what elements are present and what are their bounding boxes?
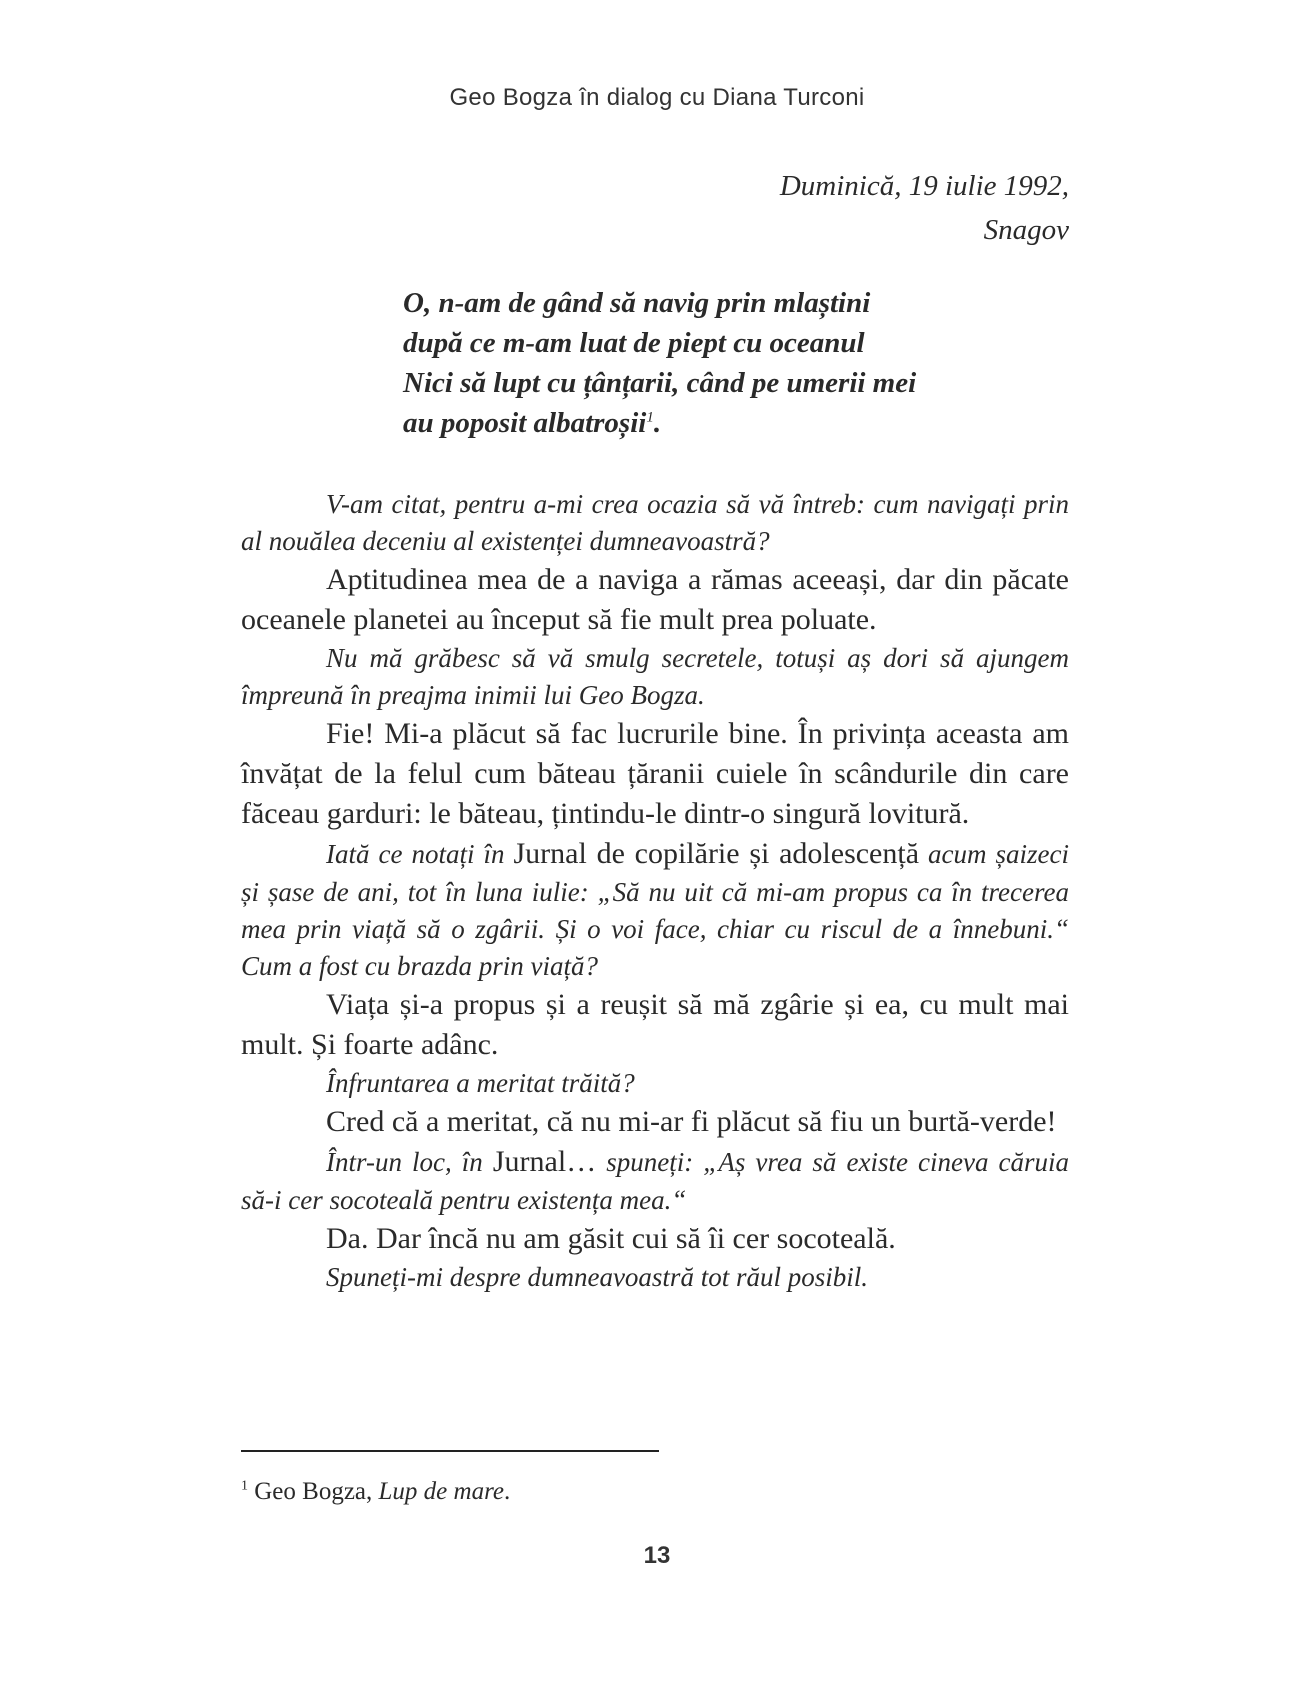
page-number: 13 bbox=[643, 1542, 671, 1569]
interview-body bbox=[241, 486, 1069, 1296]
interviewer-question bbox=[241, 1142, 1069, 1219]
book-title: Jurnal de copilărie și adolescență bbox=[513, 837, 920, 870]
book-title: Jurnal… bbox=[492, 1145, 597, 1178]
bogza-answer: Viața și-a propus și a reușit să mă zgârie și ea, cu mult mai mult. Și foarte adânc. bbox=[241, 988, 1069, 1061]
footnote-number: 1 bbox=[241, 1478, 248, 1494]
epigraph-line: au poposit albatroșii bbox=[403, 407, 647, 439]
bogza-answer: Da. Dar încă nu am găsit cui să îi cer socoteală. bbox=[326, 1222, 896, 1255]
running-title: Geo Bogza în dialog cu Diana Turconi bbox=[449, 84, 865, 111]
footnote-divider bbox=[241, 1450, 659, 1452]
footnote bbox=[241, 1478, 510, 1506]
epigraph-line: după ce m-am luat de piept cu oceanul bbox=[403, 327, 865, 359]
question-text: spuneți: „Aș vrea să existe cineva căruia să-i cer socoteală pentru existența mea.“ bbox=[241, 1147, 1070, 1215]
footnote-end: . bbox=[503, 1478, 511, 1505]
dateline bbox=[780, 164, 1069, 252]
dateline-date: Duminică, 19 iulie 1992, bbox=[779, 170, 1069, 202]
question-text: Iată ce notați în bbox=[326, 839, 514, 869]
bogza-answer: Aptitudinea mea de a naviga a rămas aceeași, dar din păcate oceanele planetei au început să fie mult prea poluate. bbox=[241, 563, 1069, 636]
interviewer-question: Înfruntarea a meritat trăită? bbox=[326, 1068, 635, 1098]
footnote-author: Geo Bogza, bbox=[254, 1478, 379, 1505]
interviewer-question bbox=[241, 834, 1069, 985]
epigraph bbox=[403, 283, 916, 443]
epigraph-line: O, n-am de gând să navig prin mlaștini bbox=[403, 287, 871, 319]
epigraph-line-last bbox=[403, 403, 916, 443]
footnote-title: Lup de mare bbox=[378, 1478, 504, 1505]
epigraph-end-punct: . bbox=[653, 407, 662, 439]
dateline-place: Snagov bbox=[983, 214, 1069, 246]
interviewer-question: V-am citat, pentru a-mi crea ocazia să vă întreb: cum navigați prin al nouălea deceniu al existenței dumneavoastră? bbox=[241, 489, 1069, 556]
question-text: acum șaizeci și șase de ani, tot în luna iulie: „Să nu uit că mi-am propus ca în trecerea mea prin viață să o zgârii. Și o voi face, chiar cu riscul de a înnebuni.“ Cum a fost cu brazda prin viață? bbox=[241, 839, 1070, 981]
bogza-answer: Fie! Mi-a plăcut să fac lucrurile bine. În privința aceasta am învățat de la felul cum băteau țăranii cuiele în scândurile din care făceau garduri: le băteau, țintindu-le dintr-o singură lovitură. bbox=[241, 717, 1069, 830]
interviewer-question: Spuneți-mi despre dumneavoastră tot răul posibil. bbox=[326, 1262, 868, 1292]
epigraph-line: Nici să lupt cu țânțarii, când pe umerii mei bbox=[403, 367, 917, 399]
interviewer-question: Nu mă grăbesc să vă smulg secretele, totuși aș dori să ajungem împreună în preajma inimii lui Geo Bogza. bbox=[241, 643, 1069, 710]
footnote-reference: 1 bbox=[646, 409, 654, 426]
question-text: Într-un loc, în bbox=[326, 1147, 493, 1177]
bogza-answer: Cred că a meritat, că nu mi-ar fi plăcut să fiu un burtă-verde! bbox=[326, 1105, 1057, 1138]
